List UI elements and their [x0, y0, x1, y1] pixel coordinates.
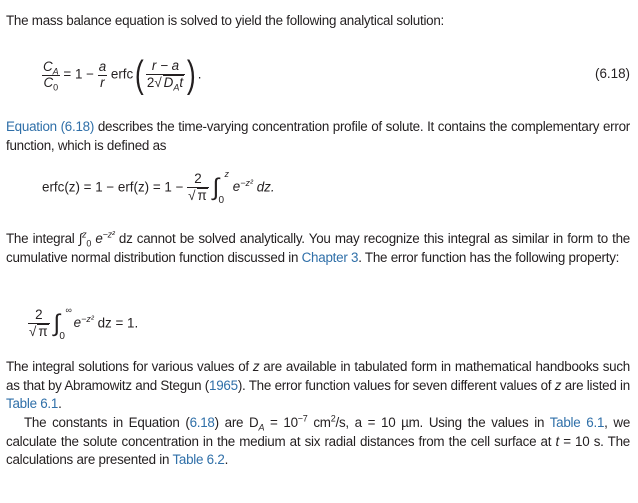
inline-upper: z — [82, 229, 87, 240]
text-part: The constants in Equation ( — [24, 415, 190, 430]
equation-link[interactable]: Equation (6.18) — [6, 119, 95, 134]
equation-rest: dz = 1. — [93, 315, 139, 331]
table-link[interactable]: Table 6.1 — [549, 415, 605, 430]
equation-period: . — [197, 66, 202, 82]
reference-link[interactable]: 1965 — [209, 377, 238, 393]
integrand-exponent: −z² — [240, 177, 254, 188]
chapter-link[interactable]: Chapter 3 — [301, 249, 359, 265]
ca-subscript: A — [52, 66, 59, 77]
text-part: , we calculate the solute concentration in the medium at six radial distances from the cell surface at — [6, 415, 631, 449]
erfc-function: erfc — [110, 66, 134, 82]
erfc-argument — [146, 58, 185, 93]
diffusivity-symbol: D — [163, 75, 174, 90]
intro-paragraph — [6, 12, 630, 31]
z-variable: z — [252, 359, 260, 374]
text-part: /s, a = 10 µm. Using the values in — [335, 415, 550, 430]
text-part: ). The error function values for seven different values of — [237, 377, 555, 393]
erfc-lhs: erfc(z) = 1 − erf(z) = 1 − — [42, 179, 184, 195]
concentration-ratio — [42, 58, 60, 93]
text-part: . — [224, 452, 229, 467]
text-part: are listed in — [561, 377, 630, 393]
erf-property-equation — [28, 304, 638, 342]
pi-symbol: π — [38, 323, 48, 339]
text-part: are available in tabulated form in mathematical handbooks such as that by Abramowitz and Stegun ( — [6, 359, 630, 393]
arg-numerator: r − a — [146, 59, 185, 75]
frac-numerator: 2 — [187, 172, 209, 188]
upper-limit: ∞ — [65, 304, 72, 315]
text-part: The integral solutions for various values of — [6, 359, 253, 374]
coefficient-fraction — [98, 60, 107, 90]
differential: dz. — [253, 179, 275, 195]
table-link[interactable]: Table 6.2 — [172, 452, 225, 467]
two-over-sqrt-pi — [28, 308, 50, 339]
equals-one-minus: = 1 − — [63, 66, 94, 82]
table-link[interactable]: Table 6.1 — [6, 396, 59, 411]
text-part: . The error function has the following property: — [358, 249, 620, 265]
integrand-base: e — [232, 179, 241, 195]
right-paren: ) — [186, 54, 196, 96]
text-part: = 10 s. The calculations are presented in — [6, 433, 630, 467]
equation-6-18 — [42, 56, 638, 94]
intro-text: The mass balance equation is solved to yield the following analytical solution: — [6, 13, 445, 28]
left-paren: ( — [135, 54, 144, 96]
equation-link[interactable]: 6.18 — [189, 415, 215, 430]
sqrt-sign: √ — [29, 323, 37, 339]
integral-sign: ∫ z 0 — [212, 168, 229, 206]
sqrt-sign: √ — [154, 75, 162, 90]
inline-exponent: −z² — [102, 229, 115, 240]
time-symbol: t — [179, 75, 184, 90]
inline-integral-sign: ∫ — [78, 231, 83, 246]
frac-numerator: 2 — [28, 308, 50, 324]
paragraph-erfc-intro — [6, 118, 630, 155]
paragraph-calculation — [6, 414, 630, 470]
two-over-sqrt-pi — [187, 172, 209, 203]
text-part: cm — [307, 415, 331, 430]
erfc-definition — [42, 168, 638, 206]
integral-sign: ∫ ∞ 0 — [53, 304, 72, 342]
inline-integrand: e — [91, 231, 103, 246]
text-part: = 10 — [264, 415, 298, 430]
equation-number: (6.18) — [595, 66, 630, 81]
text-part: dz cannot be solved analytically. You may recognize this integral as similar in form to the cumulative normal distribution function discussed in — [6, 231, 630, 265]
text-part: . — [58, 396, 62, 411]
coef-numerator: a — [98, 58, 107, 74]
diffusivity-subscript: A — [258, 422, 265, 433]
lower-limit: 0 — [218, 194, 225, 206]
paragraph-integral — [6, 230, 630, 267]
diffusivity-subscript: A — [173, 82, 180, 93]
arg-two: 2 — [146, 75, 155, 90]
coef-denominator: r — [100, 74, 105, 90]
upper-limit: z — [224, 168, 229, 179]
text-part: ) are D — [214, 415, 259, 430]
integrand-base: e — [73, 315, 82, 331]
c0-subscript: 0 — [53, 82, 59, 93]
inline-lower: 0 — [86, 238, 92, 249]
c0-symbol: C — [43, 74, 54, 90]
integrand-exponent: −z² — [81, 313, 94, 324]
z-variable: z — [554, 377, 562, 393]
lower-limit: 0 — [59, 330, 65, 342]
exponent: −7 — [297, 413, 308, 424]
exponent: 2 — [330, 413, 336, 424]
paragraph-tabulated — [6, 358, 630, 414]
paragraph-text: describes the time-varying concentration profile of solute. It contains the complementary error function, which is defined as — [6, 119, 630, 153]
ca-symbol: C — [43, 58, 53, 74]
pi-symbol: π — [197, 187, 207, 203]
sqrt-sign: √ — [188, 187, 196, 203]
text-part: The integral — [6, 231, 79, 246]
time-variable: t — [555, 433, 559, 449]
